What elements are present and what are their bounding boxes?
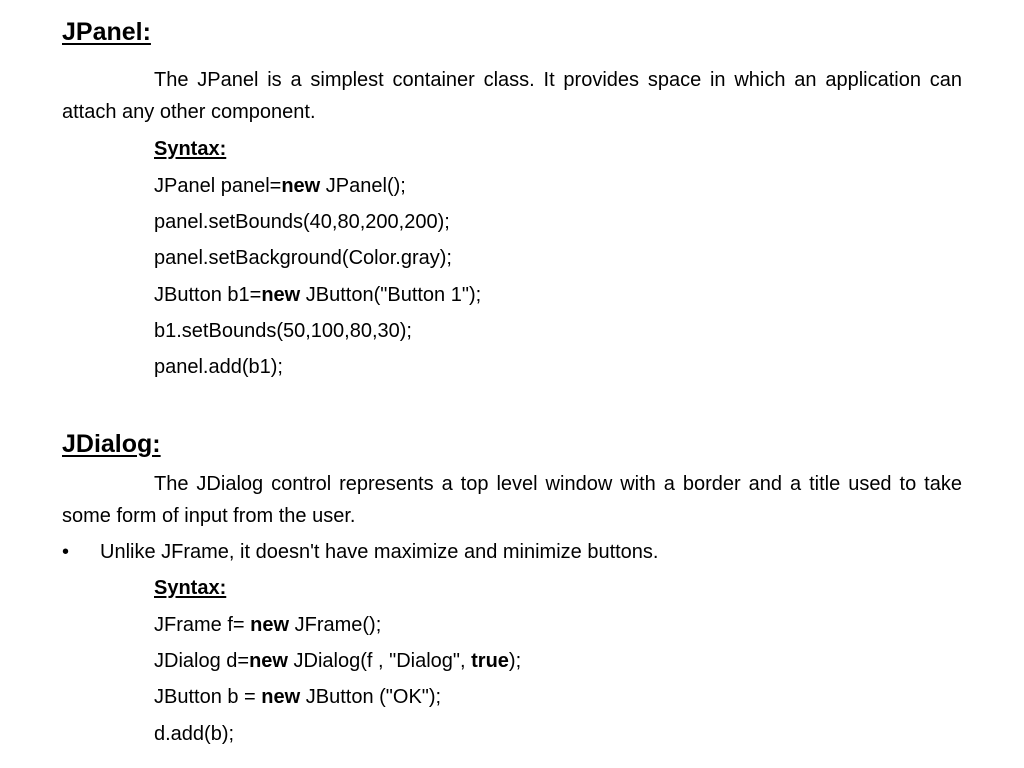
jpanel-heading: JPanel: (62, 18, 151, 46)
code-text: JDialog d= (154, 650, 250, 672)
code-keyword: true (471, 650, 509, 672)
code-keyword: new (249, 650, 288, 672)
code-text: ); (508, 650, 522, 672)
code-text: d.add(b); (154, 723, 235, 745)
code-text: JPanel(); (320, 175, 406, 197)
jdialog-description: The JDialog control represents a top level window with a border and a title used to take some form of input from the user. (62, 473, 962, 527)
document-page (62, 0, 962, 768)
jdialog-heading: JDialog: (62, 430, 161, 458)
code-line (154, 355, 283, 379)
code-text: JDialog(f , "Dialog", (287, 650, 472, 672)
jpanel-syntax-label: Syntax: (154, 138, 227, 160)
jdialog-syntax-label: Syntax: (154, 577, 227, 599)
code-keyword: new (261, 686, 301, 708)
code-text: JButton ("OK"); (300, 686, 442, 708)
code-line (154, 174, 406, 198)
code-line (154, 319, 412, 343)
code-text: JFrame(); (289, 614, 382, 636)
jpanel-description: The JPanel is a simplest container class. It provides space in which an application can attach any other component. (62, 69, 962, 123)
code-text: b1.setBounds(50,100,80,30); (154, 320, 412, 342)
code-line (154, 685, 441, 709)
code-line (154, 210, 450, 234)
code-text: JPanel panel= (154, 175, 282, 197)
code-line (154, 649, 521, 673)
code-text: JFrame f= (154, 614, 251, 636)
code-text: panel.setBackground(Color.gray); (154, 247, 452, 269)
code-line (154, 283, 481, 307)
code-line (154, 722, 234, 746)
code-text: JButton b = (154, 686, 262, 708)
code-keyword: new (281, 175, 321, 197)
code-text: panel.setBounds(40,80,200,200); (154, 211, 450, 233)
code-keyword: new (261, 284, 301, 306)
code-text: JButton b1= (154, 284, 262, 306)
code-line (154, 613, 381, 637)
bullet-text: Unlike JFrame, it doesn't have maximize and minimize buttons. (100, 541, 659, 563)
code-text: panel.add(b1); (154, 356, 283, 378)
code-text: JButton("Button 1"); (300, 284, 482, 306)
code-line (154, 246, 452, 270)
bullet-icon: • (62, 541, 70, 563)
code-keyword: new (250, 614, 290, 636)
